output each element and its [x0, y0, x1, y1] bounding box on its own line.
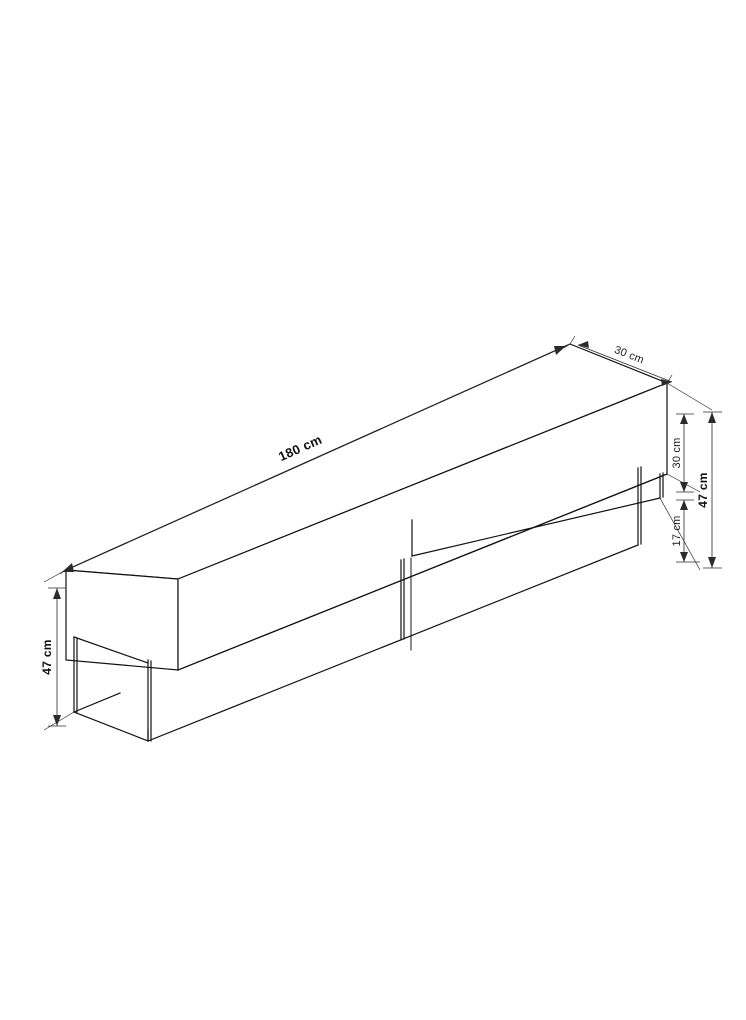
- dimension-total-height-right-47: [696, 412, 722, 568]
- cabinet-body: [66, 344, 667, 670]
- leader-top-right: [667, 383, 712, 410]
- back-bottom-rail-left: [74, 693, 120, 712]
- left-side-bottom-rail: [74, 712, 148, 741]
- cabinet-left-end-face: [66, 570, 178, 670]
- dimension-label-depth: 30 cm: [612, 343, 646, 367]
- dimension-label-total-height-left: 47 cm: [40, 639, 54, 675]
- arrow-total-left-top: [53, 588, 61, 599]
- leader-bottom-left: [44, 712, 74, 730]
- arrow-total-right-top: [708, 412, 716, 423]
- arrow-leg-height-bottom: [680, 552, 688, 562]
- arrow-cabinet-height-top: [680, 414, 688, 424]
- dimension-label-width: 180 cm: [276, 431, 325, 465]
- dimension-label-leg-height: 17 cm: [671, 515, 683, 547]
- arrow-width-left: [62, 563, 74, 572]
- arrow-cabinet-height-bottom: [680, 482, 688, 492]
- arrow-total-right-bottom: [708, 557, 716, 568]
- dimension-label-total-height-right: 47 cm: [696, 472, 710, 508]
- arrow-leg-height-top: [680, 500, 688, 510]
- dimension-group-right: [660, 383, 722, 570]
- leader-top-left: [44, 570, 66, 582]
- dimension-leg-height-17: [671, 500, 700, 562]
- dimension-cabinet-height-30: [671, 414, 694, 492]
- dimension-label-cabinet-height: 30 cm: [671, 437, 683, 469]
